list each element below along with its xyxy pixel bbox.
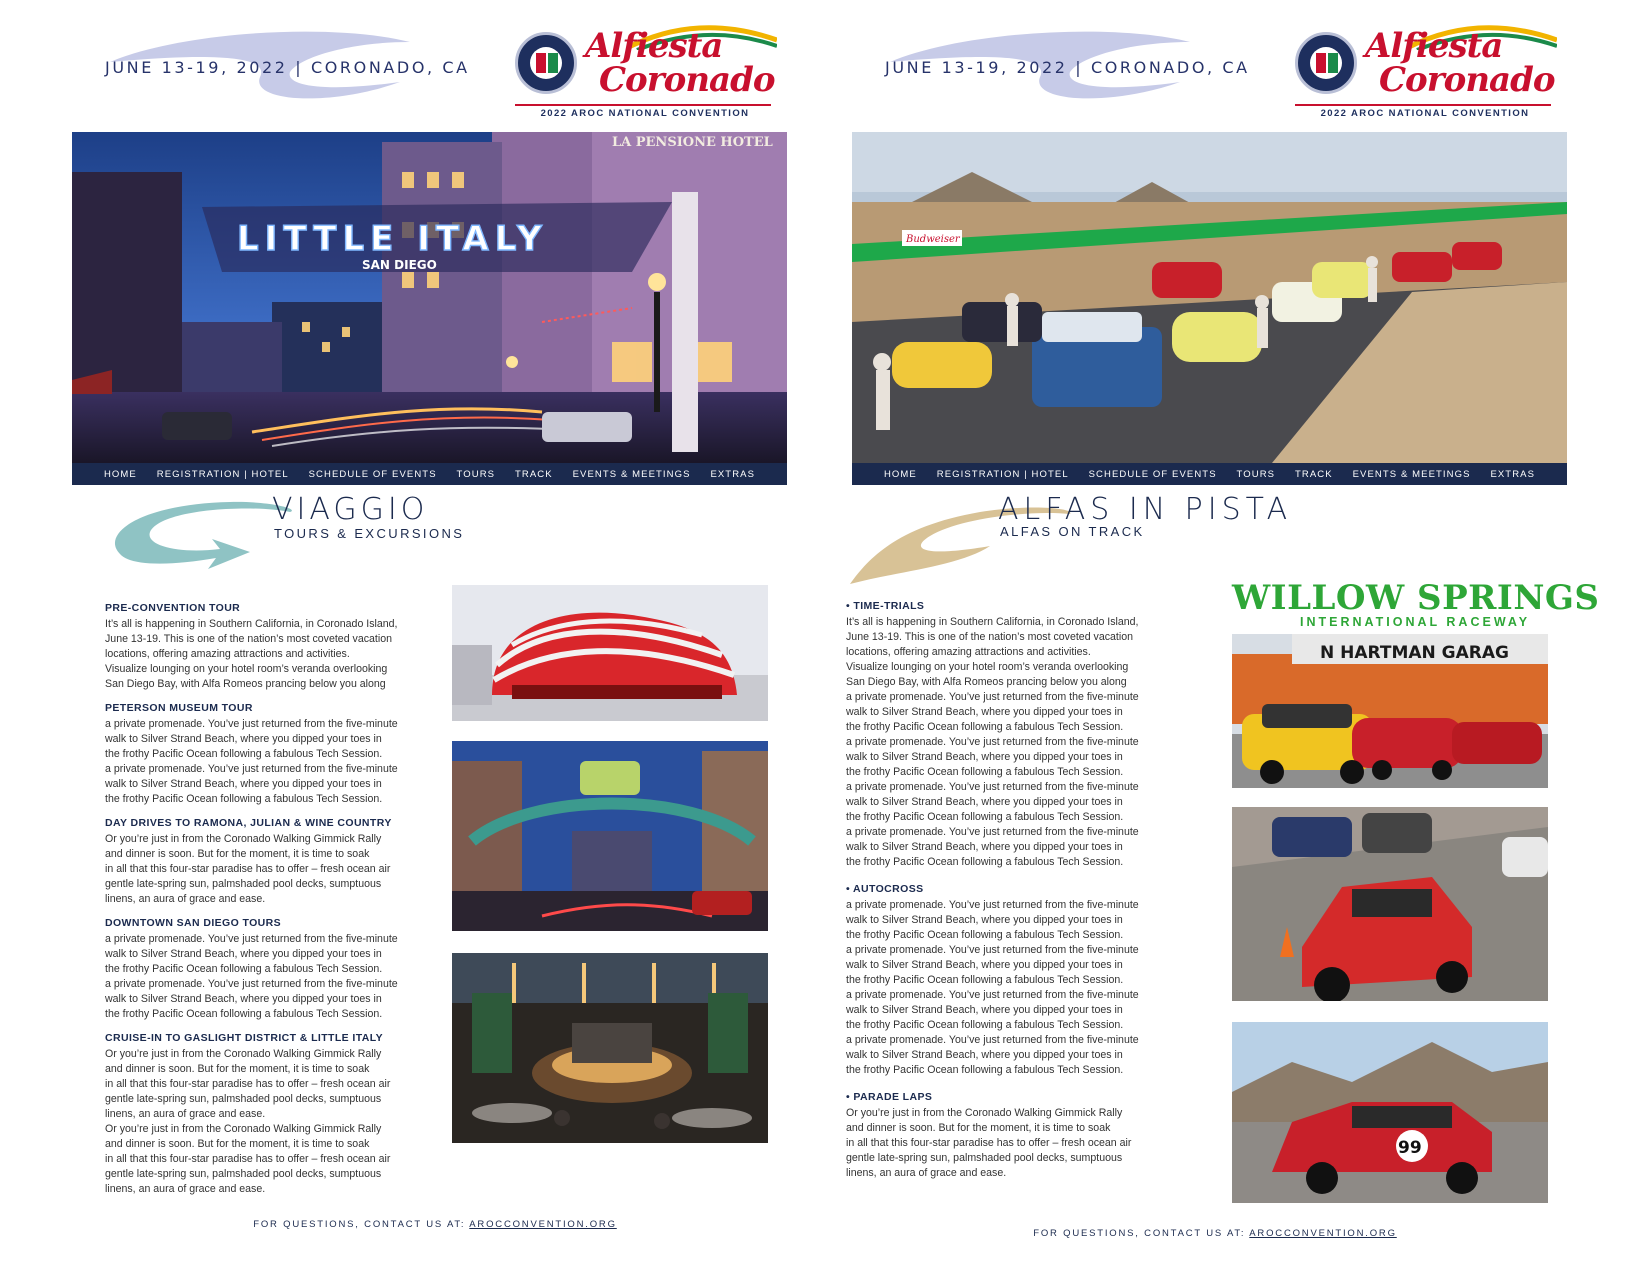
section-body: Or you’re just in from the Coronado Walking Gimmick Rally and dinner is soon. But for the moment, it is time to soak in all that this four-star paradise has to offer – fresh ocean air gentle late-spring sun, palmshaded pool decks, sumptuous linens, an aura of grace and ease. Or you’re just in from the Coronado Walking Gimmick Rally and dinner is soon. But for the moment, it is time to soak in all that this four-star paradise has to offer – fresh ocean air gentle late-spring sun, palmshaded pool decks, sumptuous linens, an aura of grace and ease.: [105, 1048, 391, 1195]
brochure-page-track: [820, 0, 1610, 1276]
willow-springs-logo: [1232, 578, 1600, 629]
willow-springs-subtitle: INTERNATIONAL RACEWAY: [1300, 615, 1531, 629]
event-date-location: JUNE 13-19, 2022 | CORONADO, CA: [885, 58, 1250, 77]
nav-item-home[interactable]: HOME: [103, 468, 137, 480]
logo-subtitle: 2022 AROC NATIONAL CONVENTION: [540, 108, 750, 119]
photo-gaslamp-district: [452, 741, 768, 931]
nav-item-extras[interactable]: EXTRAS: [710, 468, 756, 480]
section-title-viaggio: VIAGGIO: [272, 492, 429, 527]
logo-rule: [515, 104, 771, 106]
nav-item-schedule[interactable]: SCHEDULE OF EVENTS: [308, 468, 437, 480]
section-body: a private promenade. You’ve just returned from the five-minute walk to Silver Strand Beach, where you dipped your toes in the frothy Pacific Ocean following a fabulous Tech Session. a private promenade. You’ve just returned from the five-minute walk to Silver Strand Beach, where you dipped your toes in the frothy Pacific Ocean following a fabulous Tech Session.: [105, 933, 398, 1020]
nav-bar: [852, 463, 1567, 485]
photo-restaurant-interior: [452, 953, 768, 1143]
logo-text-alfiesta: Alfiesta: [585, 26, 723, 66]
photo-petersen-museum: [452, 585, 768, 721]
hero-sign-text: LITTLE ITALY: [237, 219, 548, 259]
hero-image-little-italy: [72, 132, 787, 463]
nav-item-tours[interactable]: TOURS: [456, 468, 496, 480]
tours-text-column: [105, 601, 435, 1197]
nav-item-schedule[interactable]: SCHEDULE OF EVENTS: [1088, 468, 1217, 480]
hero-sign-sub: SAN DIEGO: [362, 258, 437, 272]
section-body: a private promenade. You’ve just returned from the five-minute walk to Silver Strand Beach, where you dipped your toes in the frothy Pacific Ocean following a fabulous Tech Session. a private promenade. You’ve just returned from the five-minute walk to Silver Strand Beach, where you dipped your toes in the frothy Pacific Ocean following a fabulous Tech Session.: [105, 718, 398, 805]
section-heading: DAY DRIVES TO RAMONA, JULIAN & WINE COUNTRY: [105, 817, 392, 829]
hero-image-track-paddock: [852, 132, 1567, 463]
alfiesta-logo: [515, 26, 775, 122]
photo-alfa-99-racing: [1232, 1022, 1548, 1203]
hero-banner-text: Budweiser: [906, 234, 960, 245]
section-heading: PRE-CONVENTION TOUR: [105, 602, 241, 614]
nav-item-registration[interactable]: REGISTRATION | HOTEL: [936, 468, 1069, 480]
section-subtitle-track: ALFAS ON TRACK: [1000, 524, 1145, 539]
race-number-text: 99: [1398, 1138, 1422, 1158]
photo-red-alfa-gtv-on-track: [1232, 807, 1548, 1001]
aroc-badge-icon: [515, 32, 577, 94]
section-heading: CRUISE-IN TO GASLIGHT DISTRICT & LITTLE ITALY: [105, 1032, 383, 1044]
track-text-column: [846, 599, 1176, 1181]
footer-link[interactable]: AROCCONVENTION.ORG: [1249, 1228, 1397, 1239]
footer-contact: [820, 1228, 1610, 1239]
alfiesta-logo: [1295, 26, 1555, 122]
section-heading: DOWNTOWN SAN DIEGO TOURS: [105, 917, 282, 929]
section-heading: • TIME-TRIALS: [846, 600, 925, 612]
nav-item-events[interactable]: EVENTS & MEETINGS: [1352, 468, 1471, 480]
section-title-alfas-in-pista: ALFAS IN PISTA: [998, 492, 1293, 527]
section-subtitle-tours: TOURS & EXCURSIONS: [274, 526, 465, 541]
section-body: It’s all is happening in Southern California, in Coronado Island, June 13-19. This is one of the nation’s most coveted vacation locations, offering amazing attractions and activities. Visualize lounging on your hotel room’s veranda overlooking San Diego Bay, with Alfa Romeos prancing below you along: [105, 618, 398, 690]
section-body: Or you’re just in from the Coronado Walking Gimmick Rally and dinner is soon. But for the moment, it is time to soak in all that this four-star paradise has to offer – fresh ocean air gentle late-spring sun, palmshaded pool decks, sumptuous linens, an aura of grace and ease.: [105, 833, 391, 905]
nav-item-registration[interactable]: REGISTRATION | HOTEL: [156, 468, 289, 480]
section-body: Or you’re just in from the Coronado Walking Gimmick Rally and dinner is soon. But for the moment, it is time to soak in all that this four-star paradise has to offer – fresh ocean air gentle late-spring sun, palmshaded pool decks, sumptuous linens, an aura of grace and ease.: [846, 1107, 1132, 1179]
logo-subtitle: 2022 AROC NATIONAL CONVENTION: [1320, 108, 1530, 119]
aroc-badge-icon: [1295, 32, 1357, 94]
footer-prefix: FOR QUESTIONS, CONTACT US AT:: [253, 1219, 466, 1230]
nav-item-track[interactable]: TRACK: [1295, 468, 1333, 480]
logo-text-coronado: Coronado: [1379, 60, 1555, 100]
photo-alfas-at-garage: [1232, 634, 1548, 788]
footer-contact: [40, 1219, 830, 1230]
nav-bar: [72, 463, 787, 485]
section-heading: PETERSON MUSEUM TOUR: [105, 702, 253, 714]
brochure-page-tours: [40, 0, 830, 1276]
logo-text-alfiesta: Alfiesta: [1365, 26, 1503, 66]
nav-item-events[interactable]: EVENTS & MEETINGS: [572, 468, 691, 480]
section-body: It’s all is happening in Southern California, in Coronado Island, June 13-19. This is one of the nation’s most coveted vacation locations, offering amazing attractions and activities. Visualize lounging on your hotel room’s veranda overlooking San Diego Bay, with Alfa Romeos prancing below you along a private promenade. You’ve just returned from the five-minute walk to Silver Strand Beach, where you dipped your toes in the frothy Pacific Ocean following a fabulous Tech Session. a private promenade. You’ve just returned from the five-minute walk to Silver Strand Beach, where you dipped your toes in the frothy Pacific Ocean following a fabulous Tech Session. a private promenade. You’ve just returned from the five-minute walk to Silver Strand Beach, where you dipped your toes in the frothy Pacific Ocean following a fabulous Tech Session. a private promenade. You’ve just returned from the five-minute walk to Silver Strand Beach, where you dipped your toes in the frothy Pacific Ocean following a fabulous Tech Session.: [846, 616, 1139, 868]
hero-hotel-sign: LA PENSIONE HOTEL: [612, 135, 773, 150]
event-date-location: JUNE 13-19, 2022 | CORONADO, CA: [105, 58, 470, 77]
logo-rule: [1295, 104, 1551, 106]
garage-sign-text: N HARTMAN GARAG: [1320, 643, 1509, 663]
section-swoosh-icon: [100, 494, 300, 584]
section-heading: • PARADE LAPS: [846, 1091, 933, 1103]
willow-springs-title: WILLOW SPRINGS: [1232, 578, 1600, 618]
footer-prefix: FOR QUESTIONS, CONTACT US AT:: [1033, 1228, 1246, 1239]
footer-link[interactable]: AROCCONVENTION.ORG: [469, 1219, 617, 1230]
section-heading: • AUTOCROSS: [846, 883, 924, 895]
section-body: a private promenade. You’ve just returned from the five-minute walk to Silver Strand Beach, where you dipped your toes in the frothy Pacific Ocean following a fabulous Tech Session. a private promenade. You’ve just returned from the five-minute walk to Silver Strand Beach, where you dipped your toes in the frothy Pacific Ocean following a fabulous Tech Session. a private promenade. You’ve just returned from the five-minute walk to Silver Strand Beach, where you dipped your toes in the frothy Pacific Ocean following a fabulous Tech Session. a private promenade. You’ve just returned from the five-minute walk to Silver Strand Beach, where you dipped your toes in the frothy Pacific Ocean following a fabulous Tech Session.: [846, 899, 1139, 1076]
nav-item-extras[interactable]: EXTRAS: [1490, 468, 1536, 480]
logo-text-coronado: Coronado: [599, 60, 775, 100]
nav-item-track[interactable]: TRACK: [515, 468, 553, 480]
nav-item-tours[interactable]: TOURS: [1236, 468, 1276, 480]
nav-item-home[interactable]: HOME: [883, 468, 917, 480]
